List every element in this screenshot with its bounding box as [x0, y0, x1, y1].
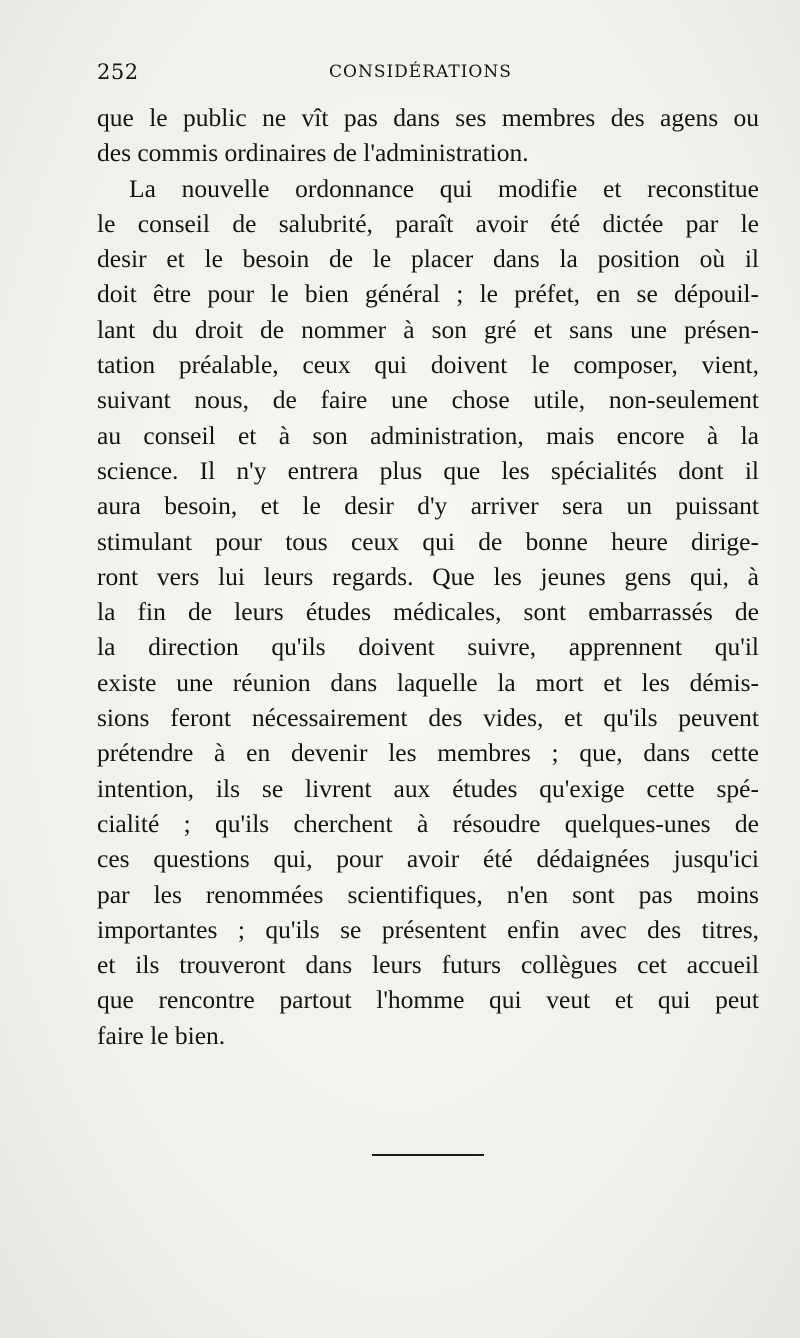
text-line: desir et le besoin de le placer dans la position où il	[97, 244, 759, 274]
text-line: science. Il n'y entrera plus que les spécialités dont il	[97, 455, 759, 485]
page-number: 252	[97, 60, 139, 84]
text-line: tation préalable, ceux qui doivent le composer, vient,	[97, 350, 759, 380]
running-title: CONSIDÉRATIONS	[329, 62, 512, 82]
text-line: importantes ; qu'ils se présentent enfin avec des titres,	[97, 914, 759, 944]
text-line: La nouvelle ordonnance qui modifie et reconstitue	[129, 173, 759, 203]
text-line: que le public ne vît pas dans ses membres des agens ou	[97, 103, 759, 132]
text-line: faire le bien.	[97, 1020, 226, 1050]
text-line: stimulant pour tous ceux qui de bonne heure dirige-	[97, 526, 759, 556]
text-line: le conseil de salubrité, paraît avoir été dictée par le	[97, 208, 759, 238]
text-line: doit être pour le bien général ; le préfet, en se dépouil-	[97, 279, 759, 309]
text-line: intention, ils se livrent aux études qu'exige cette spé-	[97, 773, 759, 803]
text-line: aura besoin, et le desir d'y arriver sera un puissant	[97, 491, 759, 521]
text-line: par les renommées scientifiques, n'en sont pas moins	[97, 879, 759, 909]
text-line: et ils trouveront dans leurs futurs collègues cet accueil	[97, 950, 759, 980]
text-line: des commis ordinaires de l'administration.	[97, 138, 529, 168]
text-line: la fin de leurs études médicales, sont embarrassés de	[97, 597, 759, 627]
page-header	[97, 60, 757, 90]
section-end-rule	[372, 1154, 484, 1156]
text-line: ces questions qui, pour avoir été dédaignées jusqu'ici	[97, 844, 759, 874]
text-line: cialité ; qu'ils cherchent à résoudre quelques-unes de	[97, 808, 759, 838]
text-line: existe une réunion dans laquelle la mort et les démis-	[97, 667, 759, 697]
text-line: que rencontre partout l'homme qui veut et qui peut	[97, 985, 759, 1015]
text-line: ront vers lui leurs regards. Que les jeunes gens qui, à	[97, 561, 759, 591]
text-line: suivant nous, de faire une chose utile, non-seulement	[97, 385, 759, 415]
text-line: au conseil et à son administration, mais encore à la	[97, 420, 759, 450]
text-line: sions feront nécessairement des vides, et qu'ils peuvent	[97, 703, 759, 733]
body-text	[97, 100, 759, 1053]
text-line: la direction qu'ils doivent suivre, apprennent qu'il	[97, 632, 759, 662]
text-line: lant du droit de nommer à son gré et sans une présen-	[97, 314, 759, 344]
text-line: prétendre à en devenir les membres ; que, dans cette	[97, 738, 759, 768]
